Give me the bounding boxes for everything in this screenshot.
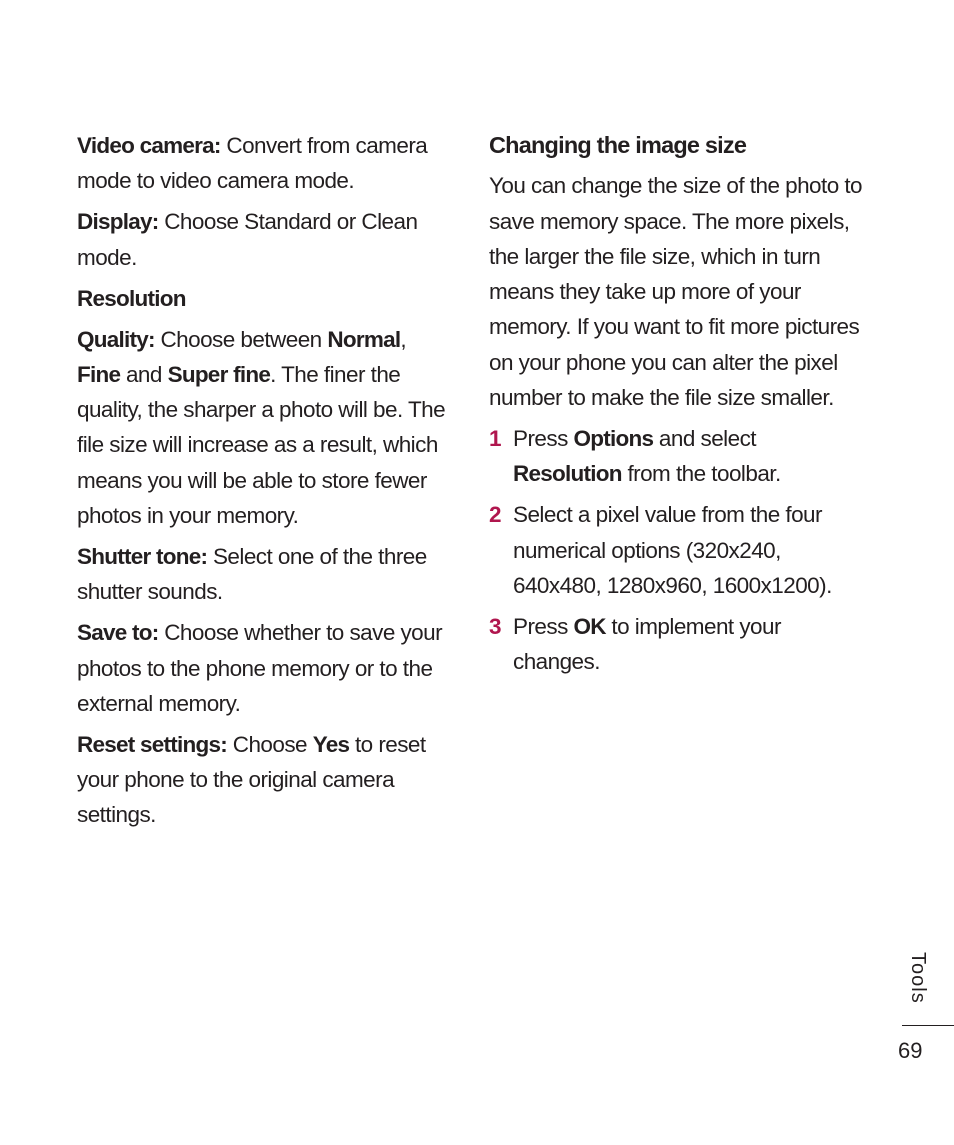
step-1-options: Options: [573, 426, 654, 452]
step-3-text-2: to implement your changes.: [513, 613, 781, 675]
reset-yes: Yes: [312, 731, 350, 757]
reset-settings-label: Reset settings:: [77, 731, 228, 757]
quality-text-2: ,: [400, 326, 407, 352]
quality-text-3: and: [120, 361, 168, 387]
reset-text-2: to reset your phone to the original camera settings.: [77, 731, 426, 828]
video-camera-text: Convert from camera mode to video camera mode.: [77, 133, 428, 194]
shutter-tone-label: Shutter tone:: [77, 544, 208, 570]
quality-label: Quality:: [77, 326, 155, 352]
footer-divider: [902, 1025, 954, 1026]
quality-fine: Fine: [77, 361, 121, 387]
reset-text-1: Choose: [227, 731, 313, 757]
step-1-text-2: and select: [653, 426, 756, 452]
video-camera-label: Video camera:: [77, 133, 221, 158]
shutter-tone-text: Select one of the three shutter sounds.: [77, 544, 427, 605]
step-3-ok: OK: [573, 613, 606, 639]
right-column: [489, 128, 864, 685]
step-3: [489, 609, 864, 680]
quality-paragraph: [77, 322, 457, 534]
shutter-tone-paragraph: [77, 539, 457, 610]
intro-paragraph: You can change the size of the photo to save memory space. The more pixels, the larger the file size, which in turn means they take up more of your memory. If you want to fit more pictures on your phone you can alter the pixel number to make the file size smaller.: [489, 173, 863, 411]
display-label: Display:: [77, 209, 159, 235]
page-number: 69: [898, 1038, 923, 1063]
step-number: 1: [489, 426, 501, 452]
step-1-text-3: from the toolbar.: [621, 461, 781, 487]
step-2-text: Select a pixel value from the four numerical options (320x240, 640x480, 1280x960, 1600x1200).: [513, 502, 832, 598]
section-side-label: Tools: [907, 952, 929, 1004]
video-camera-paragraph: [77, 128, 457, 199]
step-number: 2: [489, 502, 501, 528]
quality-text-1: Choose between: [154, 326, 328, 352]
reset-settings-paragraph: [77, 727, 457, 833]
section-heading: Changing the image size: [489, 132, 747, 158]
step-1-resolution: Resolution: [513, 461, 622, 487]
left-column: [77, 128, 457, 838]
quality-super-fine: Super fine: [167, 361, 271, 387]
step-number: 3: [489, 613, 501, 639]
step-3-text-1: Press: [513, 613, 574, 639]
step-2: [489, 497, 864, 603]
save-to-label: Save to:: [77, 620, 159, 646]
display-paragraph: [77, 204, 457, 275]
quality-text-4: . The finer the quality, the sharper a photo will be. The file size will increase as a result, which means you will be able to store fewer photos in your memory.: [77, 361, 446, 529]
save-to-paragraph: [77, 615, 457, 721]
resolution-heading: Resolution: [77, 285, 186, 311]
step-1-text-1: Press: [513, 426, 574, 452]
step-1: [489, 421, 864, 492]
quality-normal: Normal: [327, 326, 401, 352]
save-to-text: Choose whether to save your photos to the phone memory or to the external memory.: [77, 620, 443, 716]
display-text: Choose Standard or Clean mode.: [77, 209, 418, 270]
